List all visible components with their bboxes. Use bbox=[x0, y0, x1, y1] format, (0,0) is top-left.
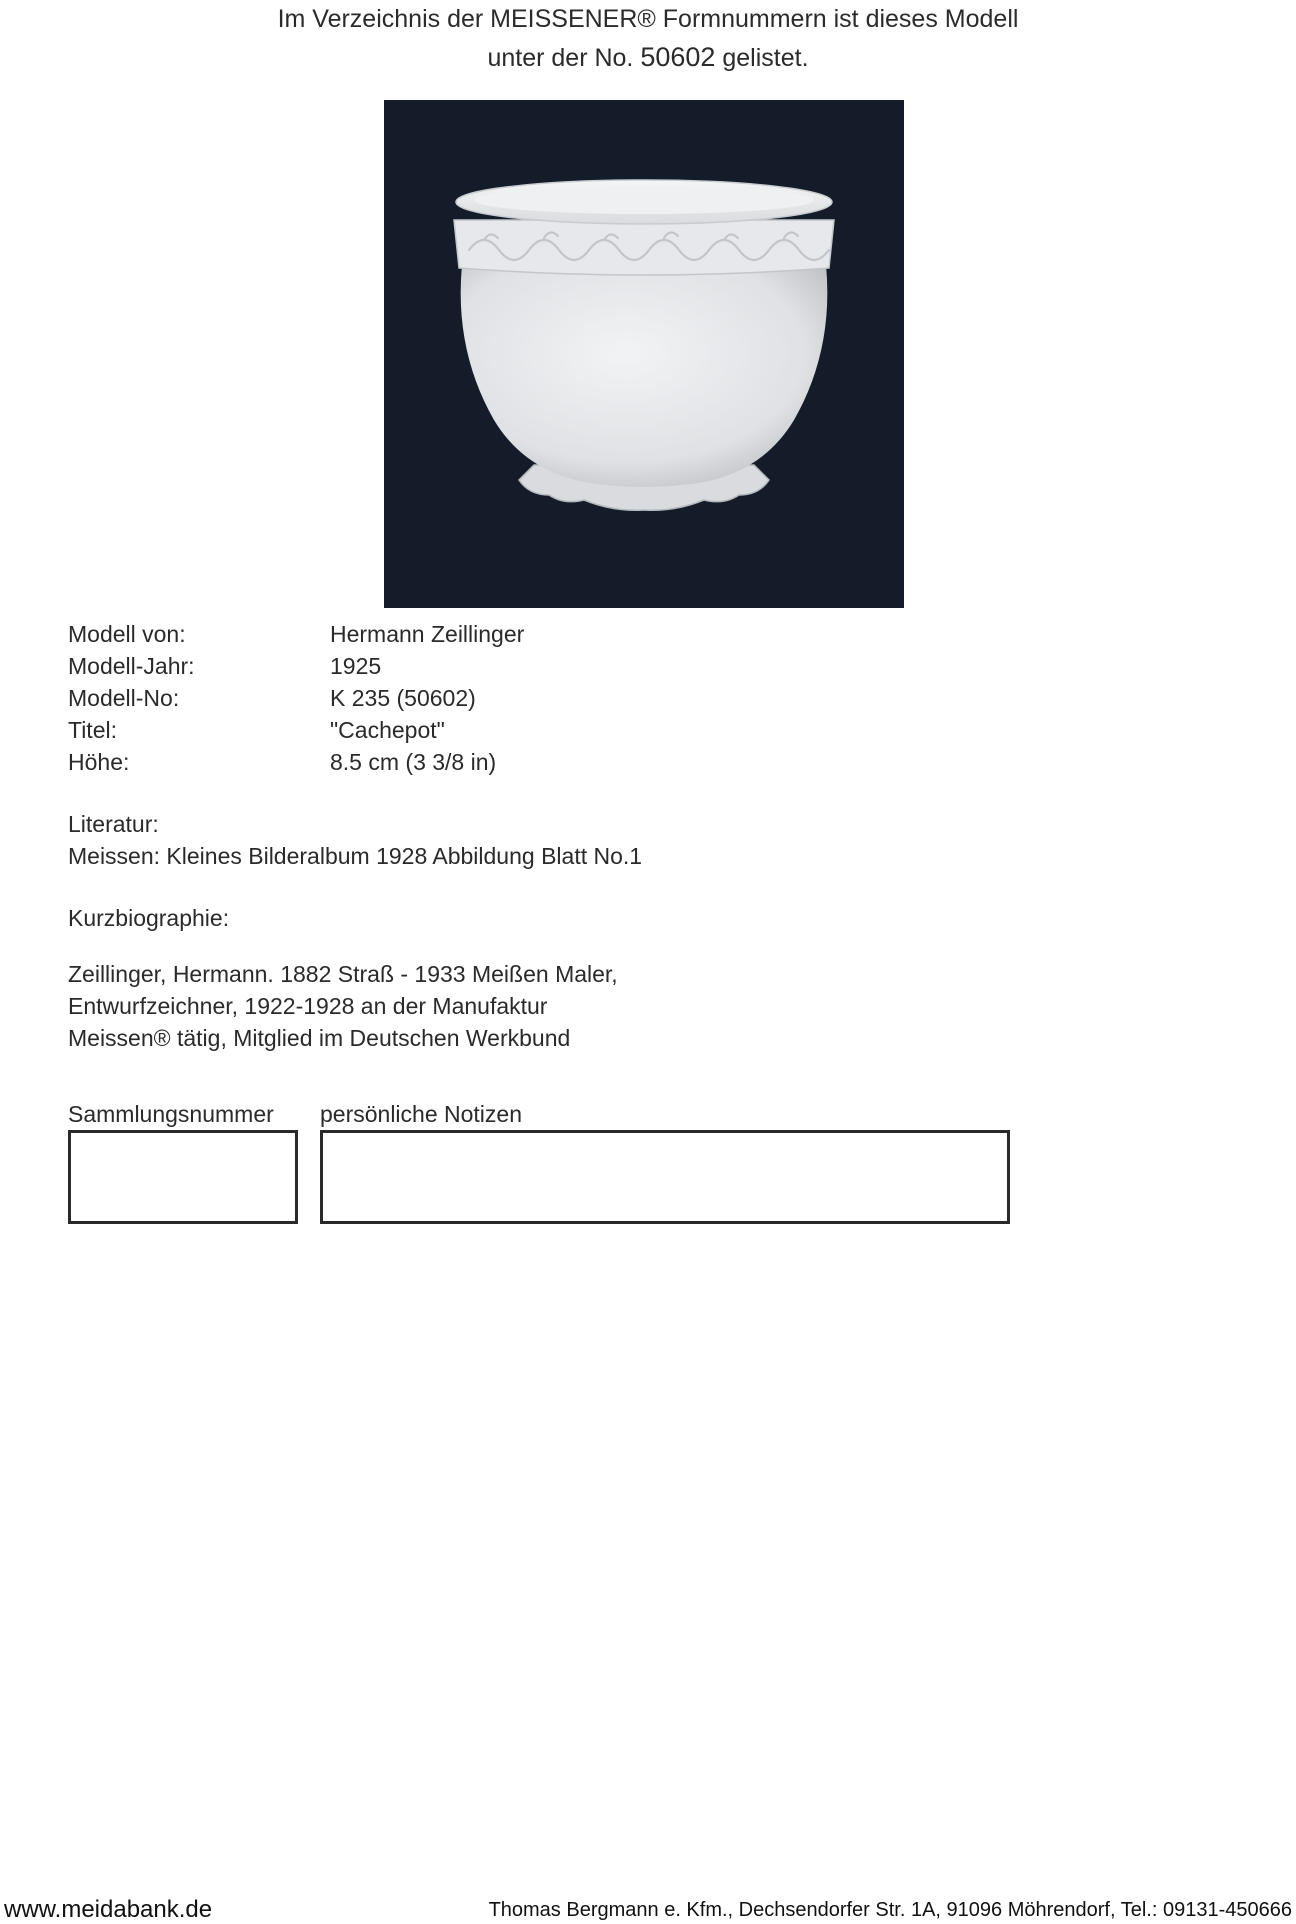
detail-label: Höhe: bbox=[68, 749, 130, 775]
detail-row-height bbox=[68, 746, 524, 778]
notes-field[interactable] bbox=[320, 1130, 1010, 1224]
header-prefix: unter der No. bbox=[487, 44, 634, 72]
detail-value: "Cachepot" bbox=[330, 717, 445, 743]
website-link[interactable]: www.meidabank.de bbox=[4, 1896, 213, 1923]
detail-row-modeller bbox=[68, 618, 524, 650]
biography-line: Zeillinger, Hermann. 1882 Straß - 1933 Meißen Maler, bbox=[68, 961, 618, 987]
biography-line: Entwurfzeichner, 1922-1928 an der Manufaktur bbox=[68, 993, 548, 1019]
detail-value: 8.5 cm (3 3/8 in) bbox=[330, 749, 497, 775]
header-line-1: Im Verzeichnis der MEISSENER® Formnummern ist dieses Modell bbox=[277, 5, 1019, 33]
detail-value: K 235 (50602) bbox=[330, 685, 476, 711]
header-suffix: gelistet. bbox=[722, 44, 809, 72]
biography-line: Meissen® tätig, Mitglied im Deutschen Werkbund bbox=[68, 1025, 571, 1051]
detail-row-model-no bbox=[68, 682, 524, 714]
detail-value: 1925 bbox=[330, 653, 382, 679]
detail-label: Titel: bbox=[68, 717, 117, 743]
biography-label: Kurzbiographie: bbox=[68, 905, 230, 931]
contact-info: Thomas Bergmann e. Kfm., Dechsendorfer Str. 1A, 91096 Möhrendorf, Tel.: 09131-450666 bbox=[488, 1899, 1292, 1921]
details-table bbox=[68, 618, 524, 778]
detail-value: Hermann Zeillinger bbox=[330, 621, 525, 647]
product-photo bbox=[384, 100, 904, 608]
literature-text: Meissen: Kleines Bilderalbum 1928 Abbildung Blatt No.1 bbox=[68, 843, 643, 869]
biography-text bbox=[68, 958, 618, 1054]
literature-label: Literatur: bbox=[68, 811, 159, 837]
header-line-2 bbox=[0, 38, 1296, 77]
detail-label: Modell von: bbox=[68, 621, 186, 647]
detail-label: Modell-No: bbox=[68, 685, 180, 711]
collection-number-field[interactable] bbox=[68, 1130, 298, 1224]
detail-label: Modell-Jahr: bbox=[68, 653, 195, 679]
detail-row-title bbox=[68, 714, 524, 746]
notes-label: persönliche Notizen bbox=[320, 1101, 523, 1127]
page-header bbox=[0, 0, 1296, 77]
detail-row-year bbox=[68, 650, 524, 682]
collection-number-label: Sammlungsnummer bbox=[68, 1101, 274, 1127]
model-number: 50602 bbox=[640, 42, 716, 72]
cachepot-image bbox=[384, 100, 904, 608]
